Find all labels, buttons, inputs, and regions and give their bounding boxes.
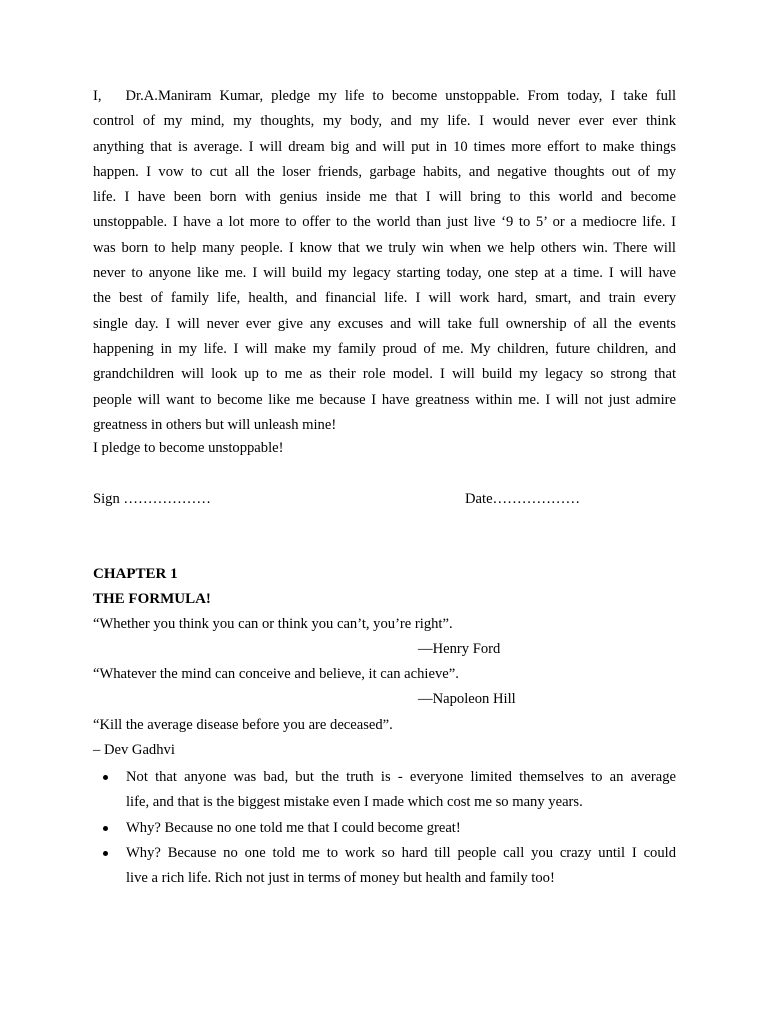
quote-author: —Napoleon Hill — [418, 691, 516, 707]
pledge-line: single day. I will never ever give any excuses and will take full ownership of all the events — [93, 315, 676, 332]
pledge-closing: I pledge to become unstoppable! — [93, 440, 284, 456]
bullet-line: Not that anyone was bad, but the truth is - everyone limited themselves to an average — [126, 769, 676, 785]
pledge-pronoun: I, — [93, 88, 102, 104]
bullet-icon — [103, 851, 108, 856]
chapter-number: CHAPTER 1 — [93, 566, 178, 582]
pledge-line: was born to help many people. I know that we truly win when we help others win. There will — [93, 239, 676, 256]
quote-author: – Dev Gadhvi — [93, 742, 175, 758]
pledge-line: the best of family life, health, and financial life. I will work hard, smart, and train every — [93, 290, 676, 307]
bullet-line: Why? Because no one told me to work so hard till people call you crazy until I could — [126, 844, 676, 861]
bullet-line: live a rich life. Rich not just in terms of money but health and family too! — [126, 870, 555, 887]
bullet-line: life, and that is the biggest mistake even I made which cost me so many years. — [126, 794, 583, 811]
chapter-title: THE FORMULA! — [93, 591, 211, 607]
pledge-line: people will want to become like me because I have greatness within me. I will not just admire — [93, 391, 676, 408]
pledge-line: never to anyone like me. I will build my legacy starting today, one step at a time. I will have — [93, 265, 676, 282]
bullet-icon — [103, 775, 108, 780]
pledge-line: unstoppable. I have a lot more to offer to the world than just live ‘9 to 5’ or a mediocre life. I — [93, 214, 676, 231]
pledge-first-line — [93, 84, 676, 109]
quote-text: “Whatever the mind can conceive and believe, it can achieve”. — [93, 666, 459, 682]
quote-text: “Kill the average disease before you are deceased”. — [93, 717, 393, 733]
list-item — [93, 816, 676, 841]
list-item — [93, 841, 676, 892]
quote-author: —Henry Ford — [418, 641, 501, 657]
pledge-line: happen. I vow to cut all the loser friends, garbage habits, and negative thoughts out of my — [93, 163, 676, 180]
pledge-paragraph — [93, 84, 676, 438]
list-item — [93, 765, 676, 816]
pledge-line: greatness in others but will unleash mine! — [93, 416, 337, 433]
pledge-line: control of my mind, my thoughts, my body, and my life. I would never ever ever think — [93, 113, 676, 130]
pledge-first-text: Dr.A.Maniram Kumar, pledge my life to become unstoppable. From today, I take full — [125, 88, 676, 104]
pledge-line: anything that is average. I will dream big and will put in 10 times more effort to make things — [93, 138, 676, 155]
sign-field: Sign ……………… — [93, 491, 211, 507]
pledge-line: happening in my life. I will make my family proud of me. My children, future children, and — [93, 340, 676, 357]
pledge-line: life. I have been born with genius inside me that I will bring to this world and become — [93, 189, 676, 206]
bullet-line: Why? Because no one told me that I could become great! — [126, 819, 461, 836]
bullet-icon — [103, 826, 108, 831]
date-field: Date……………… — [465, 491, 581, 507]
bullet-list — [93, 765, 676, 891]
pledge-line: grandchildren will look up to me as their role model. I will build my legacy so strong that — [93, 366, 676, 383]
quote-text: “Whether you think you can or think you can’t, you’re right”. — [93, 616, 453, 632]
